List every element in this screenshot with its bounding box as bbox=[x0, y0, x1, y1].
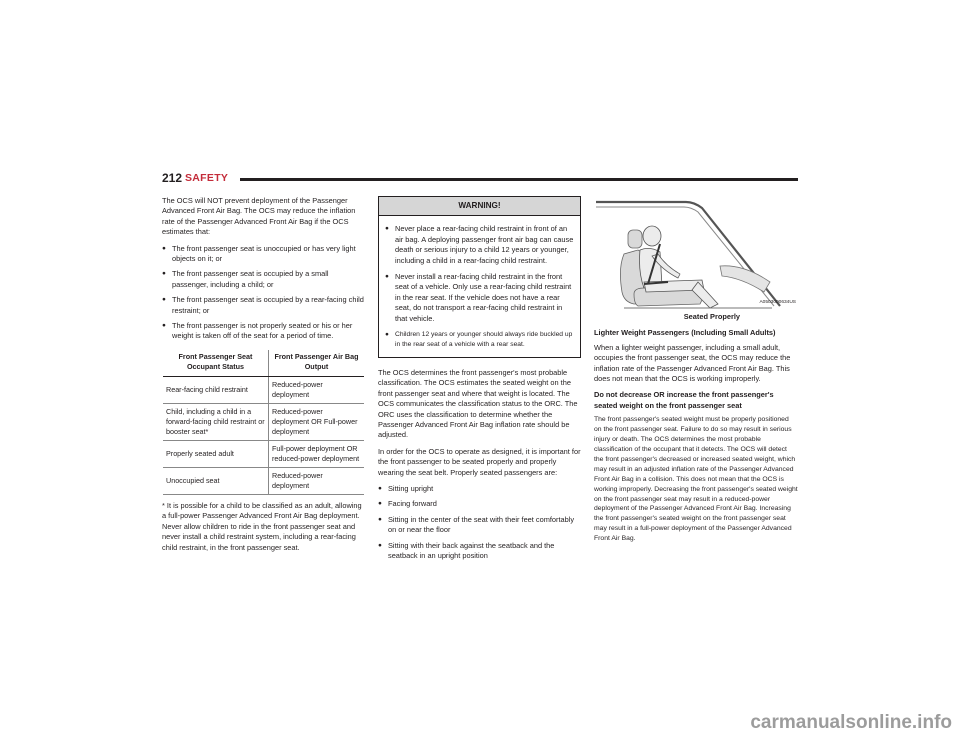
table-header-row bbox=[163, 350, 364, 377]
figure-caption: Seated Properly bbox=[683, 312, 740, 321]
warning-title: WARNING! bbox=[379, 197, 580, 216]
table-header: Front Passenger Air Bag Output bbox=[269, 350, 365, 377]
list-item: ● Sitting in the center of the seat with their feet comfortably on or near the floor bbox=[378, 515, 581, 536]
table-row bbox=[163, 440, 364, 467]
lighter-passengers-paragraph: When a lighter weight passenger, including a small adult, occupies the front passenger seat, the OCS may reduce the inflation rate of the Passenger Advanced Front Air Bag. This does not mean that the OCS is working improperly. bbox=[594, 342, 791, 384]
warning-item: ● Never install a rear-facing child restraint in the front seat of a vehicle. Only use a rear-facing child restraint in the rear seat. If the vehicle does not have a rear seat, do not transport a rear-facing child restraint in that vehicle. bbox=[385, 272, 574, 324]
watermark: carmanualsonline.info bbox=[750, 712, 952, 733]
list-item: ● The front passenger seat is occupied by a small passenger, including a child; or bbox=[162, 269, 365, 290]
list-item: ● The front passenger is not properly seated or his or her weight is taken off of the seat for a period of time. bbox=[162, 321, 365, 342]
proper-seating-paragraph: In order for the OCS to operate as designed, it is important for the front passenger to be seated properly and properly wearing the seat belt. Properly seated passengers are: bbox=[378, 446, 581, 477]
column-left bbox=[162, 196, 365, 559]
table-cell: Reduced-power deployment bbox=[269, 467, 365, 494]
intro-paragraph: The OCS will NOT prevent deployment of the Passenger Advanced Front Air Bag. The OCS may reduce the inflation rate of the Passenger Advanced Front Air Bag if the OCS estimates that: bbox=[162, 196, 356, 237]
ocs-classification-paragraph: The OCS determines the front passenger's most probable classification. The OCS estimates the seated weight on the front passenger seat and where that weight is located. The OCS communicates the classification status to the ORC. The ORC uses the classification to determine whether the Passenger Advanced Front Air Bag inflation rate should be adjusted. bbox=[378, 367, 578, 440]
table-cell: Rear-facing child restraint bbox=[163, 376, 269, 403]
seated-properly-illustration bbox=[594, 196, 798, 320]
header-rule bbox=[240, 178, 798, 181]
column-right bbox=[594, 196, 798, 550]
warning-box bbox=[378, 196, 581, 358]
table-footnote: * It is possible for a child to be classified as an adult, allowing a full-power Passenger Advanced Front Air Bag deployment. Never allow children to ride in the front passenger seat and never install a child restraint system, including a rear-facing child restraint, in the front passenger seat. bbox=[162, 500, 362, 552]
occupant-status-table bbox=[163, 350, 364, 495]
lighter-passengers-heading: Lighter Weight Passengers (Including Small Adults) bbox=[594, 328, 776, 338]
table-header: Front Passenger Seat Occupant Status bbox=[163, 350, 269, 377]
column-middle bbox=[378, 196, 581, 567]
list-item: ● Sitting with their back against the seatback and the seatback in an upright position bbox=[378, 541, 581, 562]
seated-weight-heading: Do not decrease OR increase the front passenger's seated weight on the front passenger seat bbox=[594, 390, 774, 410]
list-item: ● The front passenger seat is unoccupied or has very light objects on it; or bbox=[162, 244, 365, 265]
table-cell: Reduced-power deployment bbox=[269, 376, 365, 403]
table-row bbox=[163, 467, 364, 494]
list-item: ● Sitting upright bbox=[378, 484, 581, 494]
figure-code: A0503000634US bbox=[759, 299, 796, 305]
list-item: ● Facing forward bbox=[378, 499, 581, 509]
table-row bbox=[163, 376, 364, 403]
page-header bbox=[162, 171, 798, 187]
proper-seating-list bbox=[378, 484, 581, 561]
table-cell: Child, including a child in a forward-facing child restraint or booster seat* bbox=[163, 403, 269, 440]
section-title: SAFETY bbox=[185, 172, 229, 184]
table-cell: Properly seated adult bbox=[163, 440, 269, 467]
table-row bbox=[163, 403, 364, 440]
table-cell: Full-power deployment OR reduced-power deployment bbox=[269, 440, 365, 467]
table-cell: Unoccupied seat bbox=[163, 467, 269, 494]
ocs-conditions-list bbox=[162, 244, 365, 342]
list-item: ● The front passenger seat is occupied by a rear-facing child restraint; or bbox=[162, 295, 365, 316]
warning-item: ● Children 12 years or younger should always ride buckled up in the rear seat of a vehicle with a rear seat. bbox=[385, 330, 574, 351]
table-cell: Reduced-power deployment OR Full-power deployment bbox=[269, 403, 365, 440]
seated-weight-paragraph: The front passenger's seated weight must be properly positioned on the front passenger seat. Failure to do so may result in serious injury or death. The OCS determines the most probable classification of the occupant that it detects. The OCS will detect the front passenger's decreased or increased seated weight, which may result in an adjusted inflation rate of the Passenger Advanced Front Air Bag in a collision. This does not mean that the OCS is working improperly. Decreasing the front passenger's seated weight on the front passenger seat may result in a reduced-power deployment of the Passenger Advanced Front Air Bag. Increasing the front passenger's seated weight on the front passenger seat may result in a full-power deployment of the Passenger Advanced Front Air Bag. bbox=[594, 416, 798, 543]
warning-item: ● Never place a rear-facing child restraint in front of an air bag. A deploying passenger front air bag can cause death or serious injury to a child 12 years or younger, including a child in a rear-facing child restraint. bbox=[385, 224, 574, 266]
page-number: 212 bbox=[162, 171, 183, 185]
warning-list bbox=[385, 224, 574, 350]
